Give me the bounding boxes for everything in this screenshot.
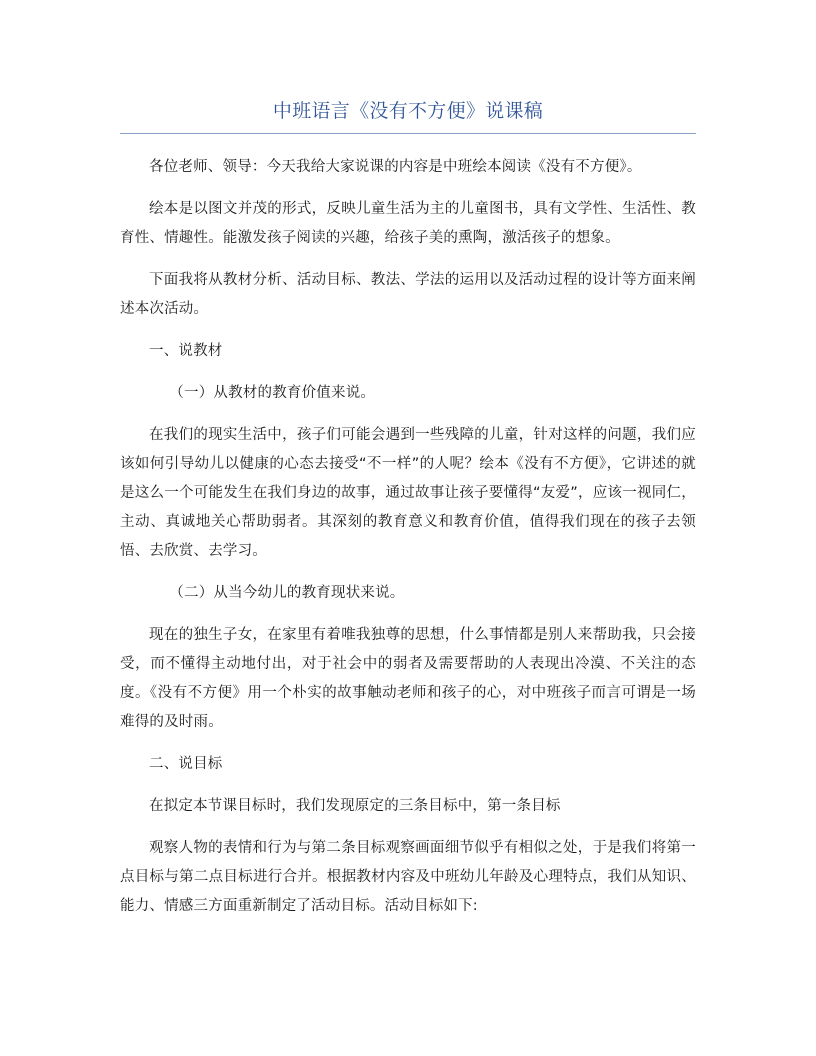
- subsection-heading-status: （二）从当今幼儿的教育现状来说。: [169, 585, 405, 601]
- paragraph-outline: 下面我将从教材分析、活动目标、教法、学法的运用以及活动过程的设计等方面来阐述本次活动。: [120, 272, 696, 317]
- subsection-heading-value: （一）从教材的教育价值来说。: [169, 385, 376, 401]
- title-underline: [120, 133, 696, 134]
- paragraph-intro: 绘本是以图文并茂的形式，反映儿童生活为主的儿童图书，具有文学性、生活性、教育性、情趣性。能激发孩子阅读的兴趣，给孩子美的熏陶，激活孩子的想象。: [120, 201, 696, 246]
- paragraph-goals-detail: 观察人物的表情和行为与第二条目标观察画面细节似乎有相似之处，于是我们将第一点目标与第二点目标进行合并。根据教材内容及中班幼儿年龄及心理特点，我们从知识、能力、情感三方面重新制定了活动目标。活动目标如下:: [120, 840, 696, 914]
- paragraph-goals-intro: 在拟定本节课目标时，我们发现原定的三条目标中，第一条目标: [149, 798, 561, 814]
- paragraph-greeting: 各位老师、领导：今天我给大家说课的内容是中班绘本阅读《没有不方便》。: [149, 159, 642, 175]
- document-title: 中班语言《没有不方便》说课稿: [272, 100, 544, 122]
- section-heading-materials: 一、说教材: [149, 343, 223, 359]
- document-body: [120, 153, 696, 921]
- paragraph-status: 现在的独生子女，在家里有着唯我独尊的思想，什么事情都是别人来帮助我，只会接受，而不懂得主动地付出，对于社会中的弱者及需要帮助的人表现出冷漠、不关注的态度。《没有不方便》用一个朴实的故事触动老师和孩子的心，对中班孩子而言可谓是一场难得的及时雨。: [120, 627, 696, 730]
- paragraph-value: 在我们的现实生活中，孩子们可能会遇到一些残障的儿童，针对这样的问题，我们应该如何引导幼儿以健康的心态去接受“不一样”的人呢？绘本《没有不方便》，它讲述的就是这么一个可能发生在我们身边的故事，通过故事让孩子要懂得“友爱”，应该一视同仁，主动、真诚地关心帮助弱者。其深刻的教育意义和教育价值，值得我们现在的孩子去领悟、去欣赏、去学习。: [120, 427, 696, 559]
- section-heading-goals: 二、说目标: [149, 756, 223, 772]
